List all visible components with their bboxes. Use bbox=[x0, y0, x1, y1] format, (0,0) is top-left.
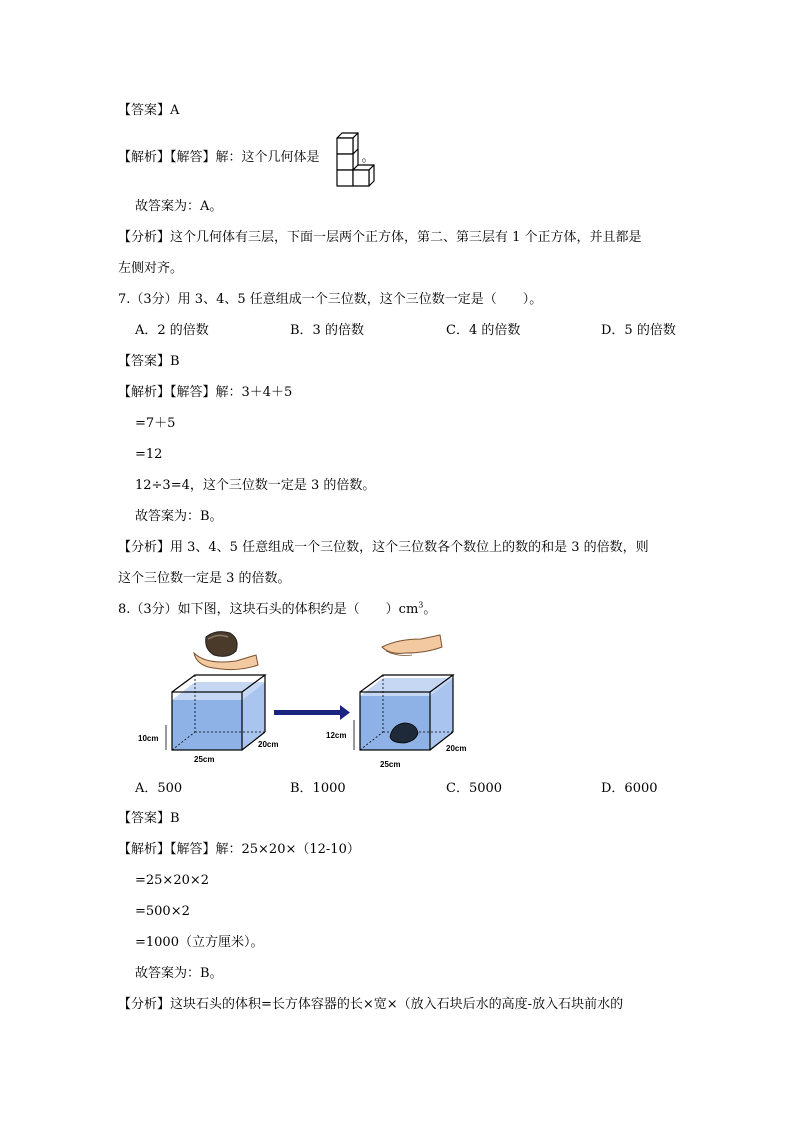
hand-holding-stone-icon bbox=[194, 632, 258, 670]
q8-step-4: =1000（立方厘米）。 bbox=[135, 935, 264, 950]
q6-answer: 【答案】A bbox=[118, 103, 180, 118]
q8-option-c: C．5000 bbox=[446, 781, 503, 796]
q7-step-1: 【解析】【解答】解：3＋4＋5 bbox=[118, 385, 293, 400]
left-width-label: 20cm bbox=[258, 740, 279, 749]
q8-option-d: D．6000 bbox=[601, 781, 658, 796]
q8-conclusion: 故答案为：B。 bbox=[135, 966, 223, 981]
q8-question-end: 。 bbox=[423, 602, 437, 617]
q8-option-a: A．500 bbox=[135, 781, 183, 796]
q8-question-text: 8.（3分）如下图，这块石头的体积约是（ ）cm bbox=[118, 602, 419, 617]
q8-fenxi-1: 【分析】这块石头的体积=长方体容器的长×宽×（放入石块后水的高度-放入石块前水的 bbox=[118, 997, 624, 1012]
right-length-label: 25cm bbox=[380, 760, 401, 769]
q7-option-b: B．3 的倍数 bbox=[290, 323, 364, 338]
left-height-label: 10cm bbox=[138, 734, 159, 743]
q8-figure bbox=[136, 625, 476, 775]
left-container bbox=[172, 675, 265, 750]
q7-step-2: =7＋5 bbox=[135, 416, 176, 431]
q7-conclusion: 故答案为：B。 bbox=[135, 509, 223, 524]
q8-question-sup: 3 bbox=[418, 600, 424, 610]
q8-option-b: B．1000 bbox=[290, 781, 346, 796]
q6-fenxi-2: 左侧对齐。 bbox=[118, 261, 184, 276]
q7-option-c: C．4 的倍数 bbox=[446, 323, 521, 338]
q8-step-3: =500×2 bbox=[135, 904, 190, 919]
q7-answer: 【答案】B bbox=[118, 354, 180, 369]
q6-conclusion: 故答案为：A。 bbox=[135, 199, 223, 214]
q6-fenxi-1: 【分析】这个几何体有三层，下面一层两个正方体，第二、第三层有 1 个正方体，并且都是 bbox=[118, 230, 642, 245]
q7-fenxi-2: 这个三位数一定是 3 的倍数。 bbox=[118, 571, 291, 586]
right-height-label: 12cm bbox=[326, 731, 347, 740]
right-width-label: 20cm bbox=[446, 744, 467, 753]
q7-option-a: A．2 的倍数 bbox=[135, 323, 209, 338]
q6-cube-figure bbox=[334, 130, 380, 188]
q7-fenxi-1: 【分析】用 3、4、5 任意组成一个三位数，这个三位数各个数位上的数的和是 3 的倍数，则 bbox=[118, 540, 649, 555]
q7-step-4: 12÷3=4，这个三位数一定是 3 的倍数。 bbox=[135, 478, 376, 493]
open-hand-icon bbox=[382, 635, 442, 656]
q8-answer: 【答案】B bbox=[118, 811, 180, 826]
left-length-label: 25cm bbox=[194, 755, 215, 764]
q7-step-3: =12 bbox=[135, 447, 163, 462]
q6-analysis-suffix: 。 bbox=[361, 150, 375, 165]
q8-step-1: 【解析】【解答】解：25×20×（12-10） bbox=[118, 842, 360, 857]
q7-option-d: D．5 的倍数 bbox=[601, 323, 676, 338]
q7-question: 7.（3分）用 3、4、5 任意组成一个三位数，这个三位数一定是（ ）。 bbox=[118, 292, 543, 307]
q6-analysis-text: 【解析】【解答】解：这个几何体是 bbox=[118, 150, 320, 165]
q8-step-2: =25×20×2 bbox=[135, 873, 210, 888]
arrow-right-icon bbox=[274, 705, 350, 720]
q8-question bbox=[118, 601, 436, 619]
